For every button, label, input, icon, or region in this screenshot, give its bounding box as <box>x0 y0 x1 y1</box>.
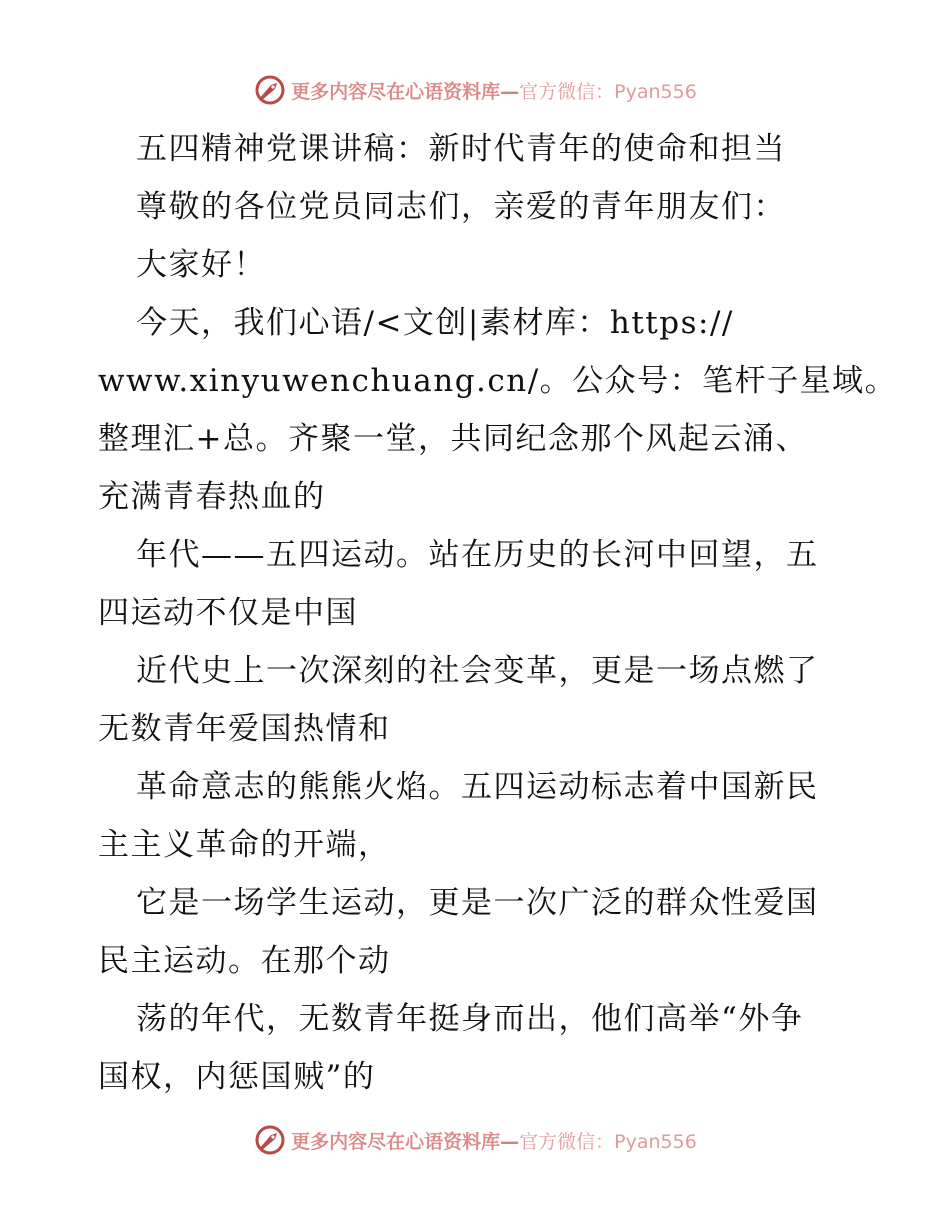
banner-wechat-text: 官方微信：Pyan556 <box>519 80 697 103</box>
header-banner <box>0 70 950 110</box>
banner-site-text: 更多内容尽在心语资料库 <box>291 80 501 103</box>
document-line: 荡的年代，无数青年挺身而出，他们高举“外争 <box>136 1001 804 1037</box>
banner-wechat-text: 官方微信：Pyan556 <box>519 1130 697 1153</box>
document-line: 年代——五四运动。站在历史的长河中回望，五 <box>136 537 819 573</box>
header-banner-inner <box>253 73 697 107</box>
document-line: 主主义革命的开端， <box>98 827 391 863</box>
pen-nib-circle-icon <box>253 1123 287 1157</box>
footer-banner-inner <box>253 1123 697 1157</box>
document-line: 无数青年爱国热情和 <box>98 711 391 747</box>
document-line: 国权，内惩国贼”的 <box>98 1059 376 1095</box>
document-line: 近代史上一次深刻的社会变革，更是一场点燃了 <box>136 653 819 689</box>
document-body <box>98 120 898 1106</box>
pen-nib-circle-icon <box>253 73 287 107</box>
document-line: 它是一场学生运动，更是一次广泛的群众性爱国 <box>136 885 819 921</box>
document-line: www.xinyuwenchuang.cn/。公众号：笔杆子星域。 <box>98 363 898 399</box>
document-line: 充满青春热血的 <box>98 479 326 515</box>
banner-dash: — <box>500 1130 520 1153</box>
document-line: 四运动不仅是中国 <box>98 595 358 631</box>
banner-dash: — <box>500 80 520 103</box>
banner-site-text: 更多内容尽在心语资料库 <box>291 1130 501 1153</box>
document-line: 五四精神党课讲稿：新时代青年的使命和担当 <box>136 131 786 167</box>
banner-text <box>291 1127 697 1154</box>
document-line: 革命意志的熊熊火焰。五四运动标志着中国新民 <box>136 769 819 805</box>
document-line: 尊敬的各位党员同志们，亲爱的青年朋友们： <box>136 189 786 225</box>
document-line: 大家好！ <box>136 247 266 283</box>
banner-text <box>291 77 697 104</box>
footer-banner <box>0 1120 950 1160</box>
document-line: 整理汇+总。齐聚一堂，共同纪念那个风起云涌、 <box>98 421 808 457</box>
document-line: 今天，我们心语/<文创|素材库：https:// <box>136 305 734 341</box>
document-line: 民主运动。在那个动 <box>98 943 391 979</box>
